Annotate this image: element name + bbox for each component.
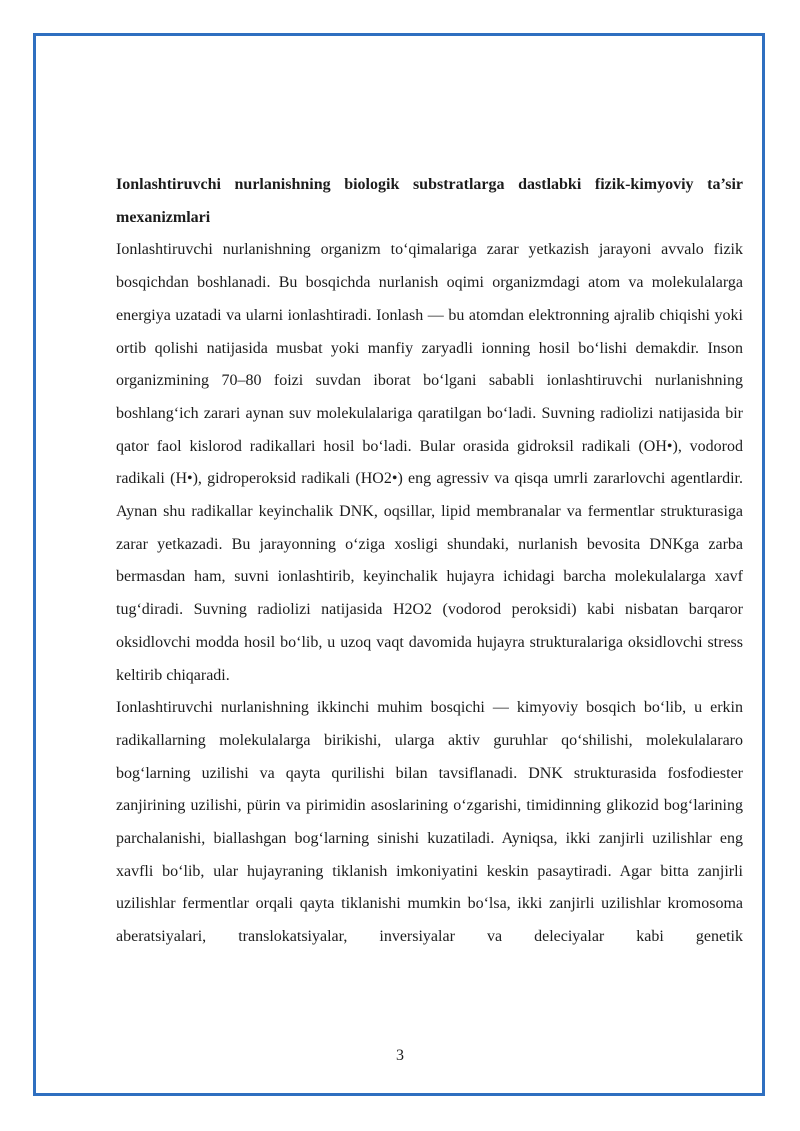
- document-body: [116, 169, 743, 954]
- paragraph-physical-stage: Ionlashtiruvchi nurlanishning organizm to‘qimalariga zarar yetkazish jarayoni avvalo fizik bosqichdan boshlanadi. Bu bosqichda nurlanish oqimi organizmdagi atom va molekulalarga energiya uzatadi va ularni ionlashtiradi. Ionlash — bu atomdan elektronning ajralib chiqishi yoki ortib qolishi natijasida musbat yoki manfiy zaryadli ionning hosil bo‘lishi demakdir. Inson organizmining 70–80 foizi suvdan iborat bo‘lgani sababli ionlashtiruvchi nurlanishning boshlang‘ich zarari aynan suv molekulalariga qaratilgan bo‘ladi. Suvning radiolizi natijasida bir qator faol kislorod radikallari hosil bo‘ladi. Bular orasida gidroksil radikali (OH•), vodorod radikali (H•), gidroperoksid radikali (HO2•) eng agressiv va qisqa umrli zararlovchi agentlardir. Aynan shu radikallar keyinchalik DNK, oqsillar, lipid membranalar va fermentlar strukturasiga zarar yetkazadi. Bu jarayonning o‘ziga xosligi shundaki, nurlanish bevosita DNKga zarba bermasdan ham, suvni ionlashtirib, keyinchalik hujayra ichidagi barcha molekulalarga xavf tug‘diradi. Suvning radiolizi natijasida H2O2 (vodorod peroksidi) kabi nisbatan barqaror oksidlovchi modda hosil bo‘lib, u uzoq vaqt davomida hujayra strukturalariga oksidlovchi stress keltirib chiqaradi.: [116, 241, 743, 684]
- paragraph-chemical-stage: Ionlashtiruvchi nurlanishning ikkinchi muhim bosqichi — kimyoviy bosqich bo‘lib, u erkin radikallarning molekulalarga birikishi, ularga aktiv guruhlar qo‘shilishi, molekulalararo bog‘larning uzilishi va qayta qurilishi bilan tavsiflanadi. DNK strukturasida fosfodiester zanjirining uzilishi, pürin va pirimidin asoslarining o‘zgarishi, timidinning glikozid bog‘larining parchalanishi, biallashgan bog‘larning sinishi kuzatiladi. Ayniqsa, ikki zanjirli uzilishlar eng xavfli bo‘lib, ular hujayraning tiklanish imkoniyatini keskin pasaytiradi. Agar bitta zanjirli uzilishlar fermentlar orqali qayta tiklanishi mumkin bo‘lsa, ikki zanjirli uzilishlar kromosoma aberatsiyalari, translokatsiyalar, inversiyalar va deleciyalar kabi genetik: [116, 699, 743, 946]
- page-number: 3: [396, 1047, 404, 1064]
- section-heading: Ionlashtiruvchi nurlanishning biologik substratlarga dastlabki fizik-kimyoviy ta’sir mexanizmlari: [116, 176, 743, 226]
